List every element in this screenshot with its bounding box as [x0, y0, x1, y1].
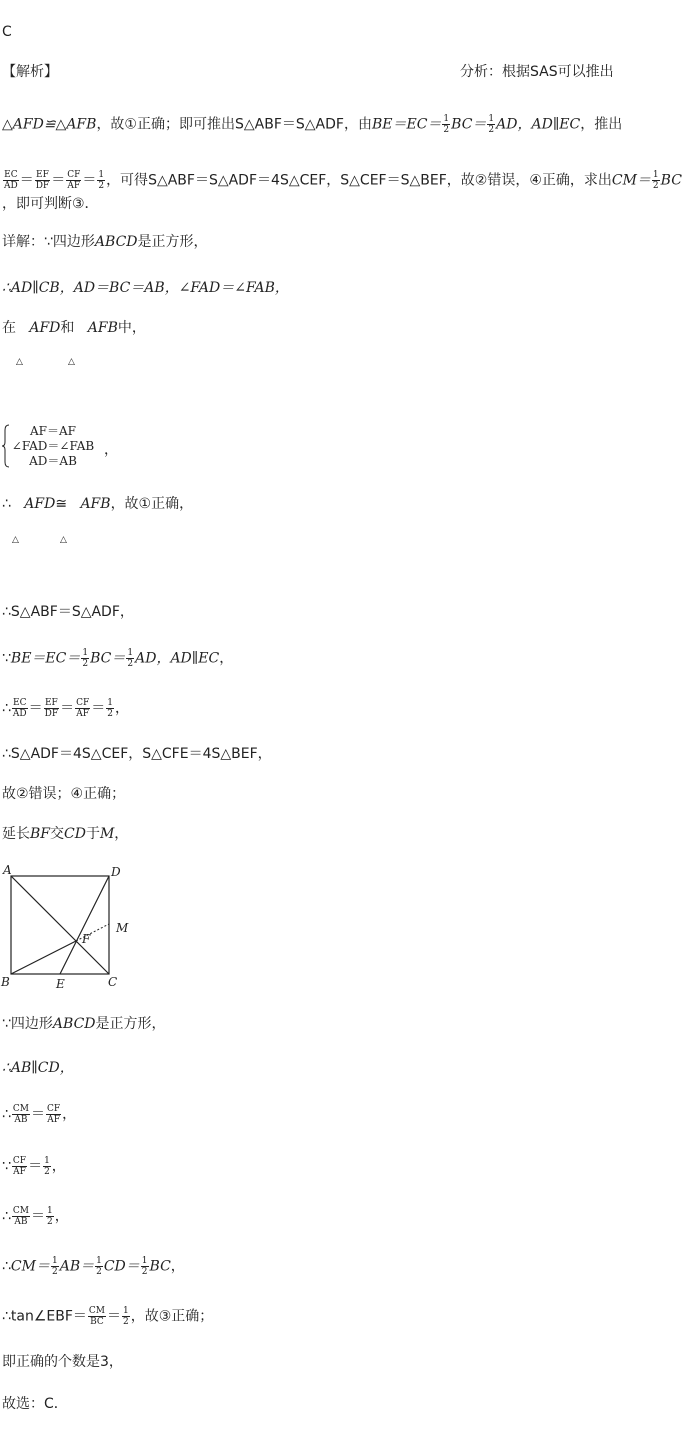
detail-line-12: ∴AB∥CD， [2, 1060, 74, 1076]
detail-line-16: ∴CM＝ $\frac{1}{2}$ AB＝ $\frac{1}{2}$ CD＝ $\frac{1}{2}$ BC， [2, 1256, 185, 1277]
detail-line-6: ∵BE＝EC＝ $\frac{1}{2}$ BC＝ $\frac{1}{2}$ AD，AD∥EC， [2, 648, 234, 669]
triangle-mark: △ [68, 357, 75, 367]
analysis-line-3: ，即可判断③． [2, 196, 99, 212]
system-row-3: AD＝AB [29, 454, 77, 468]
detail-line-2: ∴AD∥CB，AD＝BC＝AB，∠FAD＝∠FAB， [2, 280, 289, 296]
label-f: F [82, 932, 91, 946]
analysis-intro: 分析：根据SAS可以推出 [460, 64, 614, 80]
detail-line-5: ∴S△ABF＝S△ADF， [2, 604, 134, 620]
triangle-mark: △ [60, 535, 67, 545]
triangle-mark: △ [16, 357, 23, 367]
label-c: C [108, 975, 118, 989]
segment-bf [11, 941, 76, 974]
detail-line-7: ∴ $\frac{EC}{AD}$ ＝ $\frac{EF}{DF}$ ＝ $\frac{CF}{AF}$ ＝ $\frac{1}{2}$ ， [2, 698, 129, 719]
label-b: B [1, 975, 10, 989]
detail-line-11: ∵四边形ABCD是正方形， [2, 1016, 166, 1032]
detail-line-8: ∴S△ADF＝4S△CEF，S△CFE＝4S△BEF， [2, 746, 272, 762]
system-row-1: AF＝AF [30, 424, 76, 438]
detail-line-1: 详解：∵四边形ABCD是正方形， [2, 234, 208, 250]
detail-line-19: 故选：C． [2, 1396, 68, 1412]
detail-line-18: 即正确的个数是3， [2, 1354, 123, 1370]
section-tag: 【解析】 [2, 64, 58, 80]
detail-line-13: ∴ $\frac{CM}{AB}$ ＝ $\frac{CF}{AF}$ ， [2, 1104, 77, 1125]
analysis-line-2: $\frac{EC}{AD}$ ＝ $\frac{EF}{DF}$ ＝ $\frac{CF}{AF}$ ＝ $\frac{1}{2}$ ，可得S△ABF＝S△ADF＝4S△CEF，S△CEF＝S△BEF，故②错误，④正确，求出CM＝ $\frac{1}{2}$ BC [4, 170, 682, 191]
detail-line-10: 延长BF交CD于M， [2, 826, 129, 842]
label-e: E [56, 977, 65, 991]
detail-line-3: 在 AFD和 AFB中， [2, 320, 146, 336]
geometry-figure [0, 860, 140, 996]
diagonal-ac [11, 876, 109, 974]
detail-line-9: 故②错误；④正确； [2, 786, 126, 802]
triangle-mark: △ [12, 535, 19, 545]
system-row-2: ∠FAD＝∠FAB [11, 439, 95, 453]
answer-letter: C [2, 24, 12, 40]
detail-line-17: ∴tan∠EBF＝ $\frac{CM}{BC}$ ＝ $\frac{1}{2}$ ，故③正确； [2, 1306, 214, 1327]
system-end: ， [104, 442, 118, 458]
label-m: M [116, 921, 129, 935]
detail-line-14: ∵ $\frac{CF}{AF}$ ＝ $\frac{1}{2}$ ， [2, 1156, 66, 1177]
label-d: D [111, 865, 121, 879]
segment-ed [60, 876, 109, 974]
detail-line-4: ∴ AFD≅ AFB，故①正确， [2, 496, 194, 512]
analysis-line-1: △AFD≌△AFB，故①正确；即可推出S△ABF＝S△ADF，由BE＝EC＝ $\frac{1}{2}$ BC＝ $\frac{1}{2}$ AD，AD∥EC，推出 [2, 114, 623, 135]
detail-line-15: ∴ $\frac{CM}{AB}$ ＝ $\frac{1}{2}$ ， [2, 1206, 69, 1227]
label-a: A [3, 863, 12, 877]
